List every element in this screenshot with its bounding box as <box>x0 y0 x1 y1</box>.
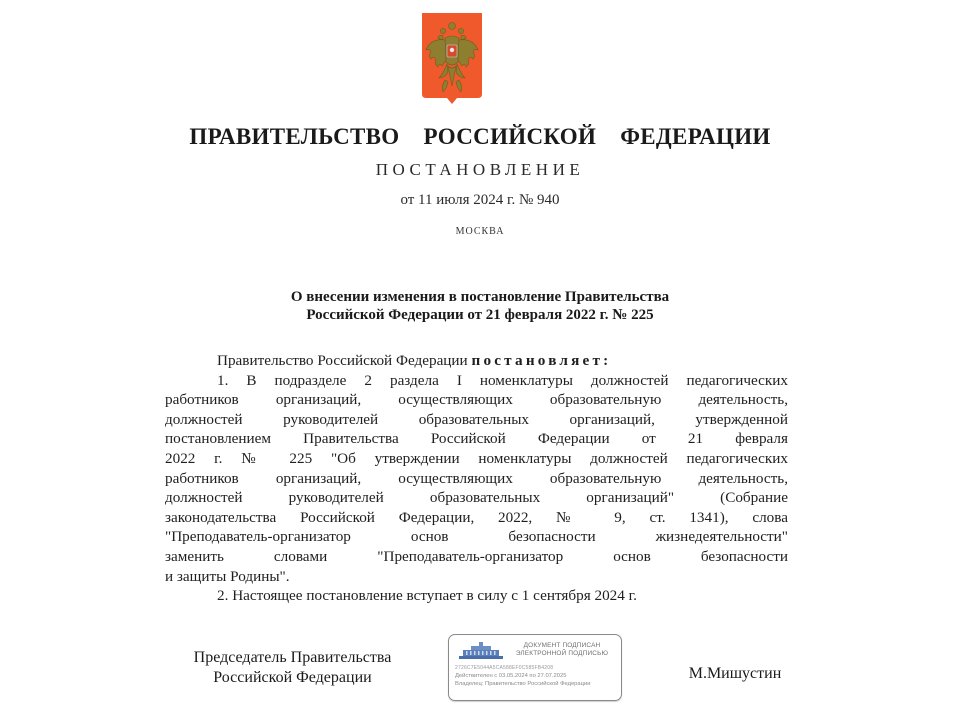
preamble-verb: постановляет: <box>471 352 612 369</box>
preamble <box>165 351 788 371</box>
document-subject <box>0 288 960 324</box>
government-building-icon <box>459 641 503 661</box>
certificate-serial: 2726C7E5044A5CA588EF0C585FB4208 <box>455 665 554 671</box>
russian-coat-of-arms-icon <box>421 12 483 105</box>
document-city: МОСКВА <box>455 226 505 237</box>
signatory-position <box>160 648 425 688</box>
paragraph-1-line: "Преподаватель-организатор основ безопасности жизнедеятельности" <box>165 528 788 546</box>
paragraph-1-line: должностей руководителей образовательных организаций, утвержденной <box>165 410 788 428</box>
certificate-validity: Действителен с 03.05.2024 по 27.07.2025 <box>455 673 567 679</box>
paragraph-1 <box>165 371 788 587</box>
position-line-1: Председатель Правительства <box>193 649 392 666</box>
electronic-signature-stamp <box>448 634 622 701</box>
paragraph-1-line: 1. В подразделе 2 раздела I номенклатуры должностей педагогических <box>217 371 788 389</box>
paragraph-1-line: и защиты Родины". <box>165 567 290 585</box>
paragraph-1-line: работников организаций, осуществляющих образовательную деятельность, <box>165 469 788 487</box>
document-body <box>165 351 788 606</box>
paragraph-1-line: постановлением Правительства Российской Федерации от 21 февраля <box>165 430 788 448</box>
stamp-heading <box>507 642 617 657</box>
paragraph-1-line: 2022 г. № 225 "Об утверждении номенклатуры должностей педагогических <box>165 449 788 467</box>
paragraph-1-line: работников организаций, осуществляющих образовательную деятельность, <box>165 391 788 409</box>
preamble-text: Правительство Российской Федерации <box>217 352 472 369</box>
subject-line-1: О внесении изменения в постановление Правительства <box>290 289 670 305</box>
government-title: ПРАВИТЕЛЬСТВО РОССИЙСКОЙ ФЕДЕРАЦИИ <box>189 124 771 149</box>
stamp-heading-line-2: ЭЛЕКТРОННОЙ ПОДПИСЬЮ <box>515 649 609 657</box>
document-date-number: от 11 июля 2024 г. № 940 <box>400 192 560 208</box>
signatory-name: М.Мишустин <box>688 665 782 682</box>
position-line-2: Российской Федерации <box>213 669 372 686</box>
document-type: ПОСТАНОВЛЕНИЕ <box>375 160 585 179</box>
subject-line-2: Российской Федерации от 21 февраля 2022 г. № 225 <box>306 307 654 323</box>
stamp-heading-line-1: ДОКУМЕНТ ПОДПИСАН <box>523 642 601 649</box>
paragraph-2: 2. Настоящее постановление вступает в силу с 1 сентября 2024 г. <box>217 587 637 605</box>
paragraph-1-line: заменить словами "Преподаватель-организатор основ безопасности <box>165 547 788 565</box>
emblem-rider <box>450 48 454 52</box>
paragraph-1-line: законодательства Российской Федерации, 2022, № 9, ст. 1341), слова <box>165 508 788 526</box>
certificate-owner: Владелец: Правительство Российской Федерации <box>455 681 591 687</box>
paragraph-1-line: должностей руководителей образовательных организаций" (Собрание <box>165 489 788 507</box>
